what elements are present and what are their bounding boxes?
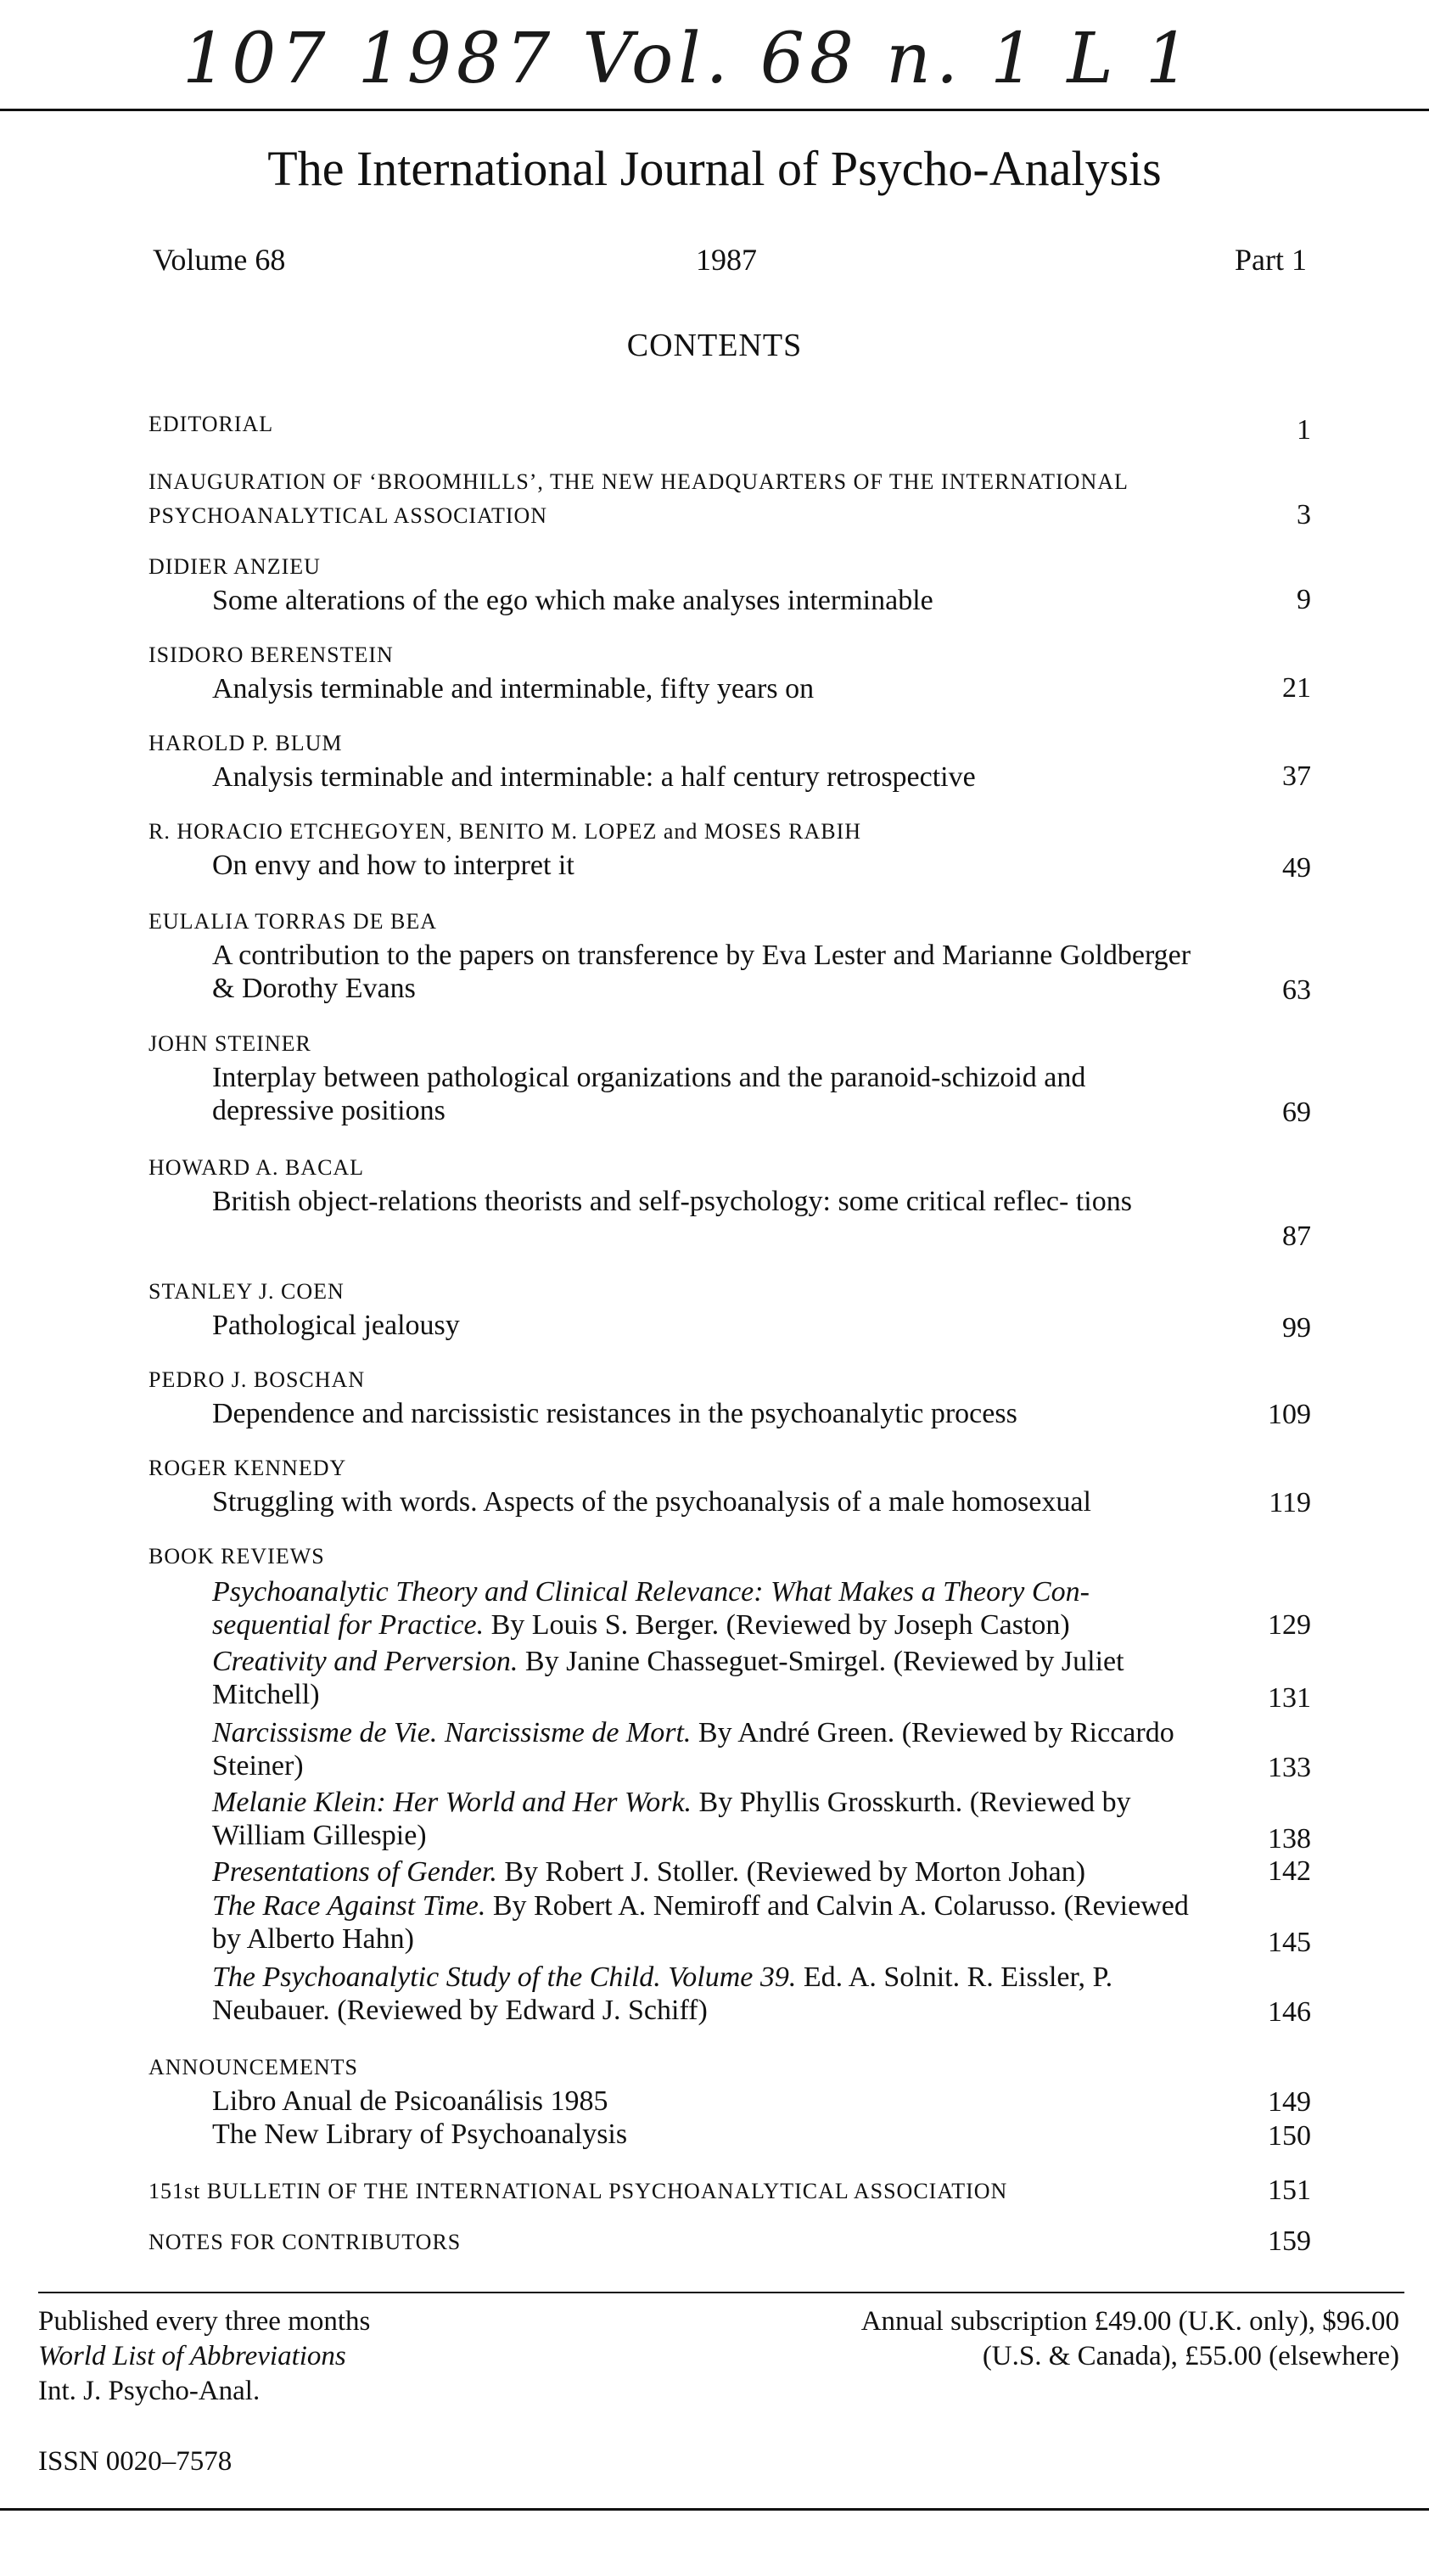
page-number: 49 xyxy=(1282,852,1311,884)
announcement-title: The New Library of Psychoanalysis xyxy=(212,2119,628,2150)
review-details: By Phyllis Grosskurth. (Reviewed by William Gillespie) xyxy=(212,1787,1131,1851)
world-list-label: World List of Abbreviations xyxy=(38,2341,346,2371)
author-name: ROGER KENNEDY xyxy=(149,1456,347,1480)
page-number: 146 xyxy=(1268,1996,1311,2028)
author-name: R. HORACIO ETCHEGOYEN, BENITO M. LOPEZ and MOSES RABIH xyxy=(149,819,862,844)
page-number: 109 xyxy=(1268,1399,1311,1430)
review-book-title: Presentations of Gender. xyxy=(212,1856,497,1888)
section-heading: BOOK REVIEWS xyxy=(149,1544,325,1569)
toc-entry-boschan xyxy=(149,1363,1311,1430)
year-label: 1987 xyxy=(696,243,757,277)
review-book-title: Psychoanalytic Theory and Clinical Relevance: What Makes a Theory Con- sequential for Practice. xyxy=(212,1576,1090,1641)
review-details: Ed. A. Solnit. R. Eissler, P. Neubauer. (Reviewed by Edward J. Schiff) xyxy=(212,1961,1113,2026)
toc-section-announcements xyxy=(149,2051,1311,2151)
publication-info xyxy=(38,2304,370,2409)
toc-entry-inauguration xyxy=(149,465,1311,533)
bottom-rule xyxy=(0,2508,1429,2511)
toc-entry-notes xyxy=(149,2225,1311,2259)
frequency-note: Published every three months xyxy=(38,2306,371,2337)
journal-title: The International Journal of Psycho-Analysis xyxy=(267,141,1162,196)
author-name: EULALIA TORRAS DE BEA xyxy=(149,909,437,934)
article-title: Interplay between pathological organizations and the paranoid-schizoid and depressive positions xyxy=(212,1062,1086,1126)
article-title: Dependence and narcissistic resistances in the psychoanalytic process xyxy=(212,1398,1017,1429)
page-number: 21 xyxy=(1282,672,1311,704)
review-book-title: Narcissisme de Vie. Narcissisme de Mort. xyxy=(212,1717,692,1748)
page-number: 63 xyxy=(1282,974,1311,1006)
article-title: A contribution to the papers on transference by Eva Lester and Marianne Goldberger & Dorothy Evans xyxy=(212,940,1191,1004)
announcement-title: Libro Anual de Psicoanálisis 1985 xyxy=(212,2085,608,2117)
page-number: 149 xyxy=(1268,2086,1311,2118)
entry-heading: 151st BULLETIN OF THE INTERNATIONAL PSYCHOANALYTICAL ASSOCIATION xyxy=(149,2179,1008,2203)
toc-entry-coen xyxy=(149,1275,1311,1342)
page-number: 87 xyxy=(1282,1221,1311,1252)
author-name: ISIDORO BERENSTEIN xyxy=(149,643,394,667)
part-label: Part 1 xyxy=(1235,243,1307,277)
page-number: 3 xyxy=(1297,499,1311,530)
review-details: By Louis S. Berger. (Reviewed by Joseph Caston) xyxy=(484,1609,1070,1641)
contents-heading: CONTENTS xyxy=(626,328,803,363)
page-number: 131 xyxy=(1268,1682,1311,1714)
page-number: 9 xyxy=(1297,584,1311,615)
toc-entry-blum xyxy=(149,727,1311,794)
toc-entry-editorial xyxy=(149,407,1311,446)
article-title: British object-relations theorists and self-psychology: some critical reflec- tions xyxy=(212,1186,1132,1217)
article-title: Analysis terminable and interminable, fifty years on xyxy=(212,673,815,704)
toc-entry-kennedy xyxy=(149,1451,1311,1518)
page-number: 145 xyxy=(1268,1927,1311,1958)
issn-number: ISSN 0020–7578 xyxy=(38,2446,233,2477)
section-heading: ANNOUNCEMENTS xyxy=(149,2055,358,2079)
review-details: By Janine Chasseguet-Smirgel. (Reviewed by Juliet Mitchell) xyxy=(212,1646,1124,1710)
top-rule xyxy=(0,109,1429,111)
article-title: Struggling with words. Aspects of the psychoanalysis of a male homosexual xyxy=(212,1486,1091,1518)
entry-heading: NOTES FOR CONTRIBUTORS xyxy=(149,2230,462,2254)
footer-rule xyxy=(38,2292,1404,2293)
review-item xyxy=(149,1716,1201,1782)
review-item xyxy=(149,1575,1201,1642)
author-name: HOWARD A. BACAL xyxy=(149,1155,365,1180)
toc-entry-bulletin xyxy=(149,2175,1311,2208)
review-item xyxy=(149,1645,1201,1711)
toc-section-book-reviews xyxy=(149,1540,1311,2028)
article-title: Some alterations of the ego which make analyses interminable xyxy=(212,585,933,616)
page-number: 37 xyxy=(1282,760,1311,792)
page-number: 1 xyxy=(1297,414,1311,446)
page-number: 150 xyxy=(1268,2120,1311,2152)
page-number: 133 xyxy=(1268,1752,1311,1783)
article-title: Pathological jealousy xyxy=(212,1310,460,1341)
subscription-line: (U.S. & Canada), £55.00 (elsewhere) xyxy=(982,2341,1399,2371)
page-number: 159 xyxy=(1268,2225,1311,2257)
page-number: 142 xyxy=(1268,1855,1311,1887)
toc-entry-berenstein xyxy=(149,638,1311,705)
review-details: By Robert A. Nemiroff and Calvin A. Colarusso. (Reviewed by Alberto Hahn) xyxy=(212,1890,1189,1955)
page-number: 138 xyxy=(1268,1823,1311,1855)
entry-heading: INAUGURATION OF ‘BROOMHILLS’, THE NEW HEADQUARTERS OF THE INTERNATIONAL PSYCHOANALYTICAL ASSOCIATION xyxy=(149,469,1128,528)
author-name: HAROLD P. BLUM xyxy=(149,731,343,755)
author-name: STANLEY J. COEN xyxy=(149,1279,345,1304)
toc-entry-etchegoyen xyxy=(149,815,1311,882)
page-number: 129 xyxy=(1268,1609,1311,1641)
toc-entry-steiner xyxy=(149,1027,1311,1127)
toc-entry-anzieu xyxy=(149,550,1311,617)
page-number: 99 xyxy=(1282,1312,1311,1344)
toc-entry-torras-de-bea xyxy=(149,905,1311,1005)
review-item xyxy=(149,1889,1201,1956)
volume-label: Volume 68 xyxy=(153,243,286,277)
author-name: DIDIER ANZIEU xyxy=(149,554,321,579)
review-details: By Robert J. Stoller. (Reviewed by Morton Johan) xyxy=(496,1856,1086,1888)
toc-entry-bacal xyxy=(149,1151,1311,1252)
article-title: Analysis terminable and interminable: a half century retrospective xyxy=(212,761,976,793)
review-item xyxy=(149,1961,1201,2027)
entry-heading: EDITORIAL xyxy=(149,412,274,436)
review-book-title: Creativity and Perversion. xyxy=(212,1646,518,1677)
review-details: By André Green. (Reviewed by Riccardo Steiner) xyxy=(212,1717,1174,1782)
author-name: PEDRO J. BOSCHAN xyxy=(149,1367,366,1392)
page-number: 151 xyxy=(1268,2175,1311,2206)
page-number: 119 xyxy=(1269,1487,1311,1518)
review-book-title: The Race Against Time. xyxy=(212,1890,486,1922)
review-item xyxy=(149,1786,1201,1852)
journal-abbreviation: Int. J. Psycho-Anal. xyxy=(38,2376,261,2406)
page-number: 69 xyxy=(1282,1097,1311,1128)
handwritten-shelf-note: 107 1987 Vol. 68 n. 1 L 1 xyxy=(182,19,1196,99)
author-name: JOHN STEINER xyxy=(149,1031,311,1056)
subscription-info xyxy=(861,2304,1399,2374)
article-title: On envy and how to interpret it xyxy=(212,850,574,881)
review-book-title: Melanie Klein: Her World and Her Work. xyxy=(212,1787,692,1818)
subscription-line: Annual subscription £49.00 (U.K. only), $96.00 xyxy=(860,2306,1399,2337)
review-book-title: The Psychoanalytic Study of the Child. Volume 39. xyxy=(212,1961,797,1993)
review-item xyxy=(149,1855,1201,1889)
